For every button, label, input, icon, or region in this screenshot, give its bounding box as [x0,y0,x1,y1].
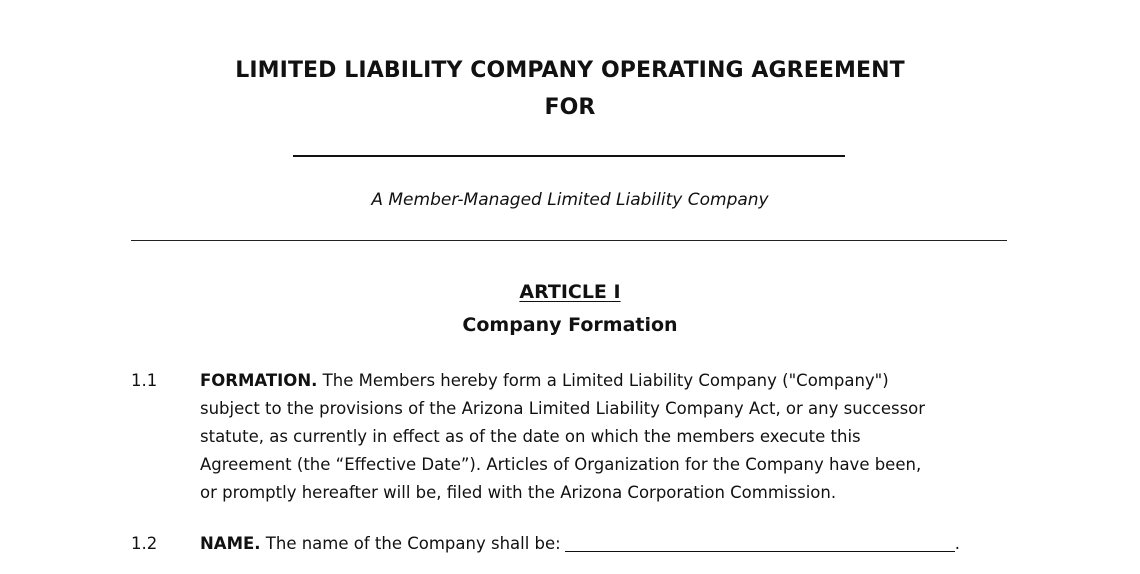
article-number-text: ARTICLE I [519,281,621,303]
article-number [0,281,1140,303]
article-title: Company Formation [462,314,678,336]
section-line-1 [200,367,1011,395]
section-heading: NAME. [200,534,261,553]
document-title-line-2: FOR [544,95,596,120]
section-end-punctuation: . [954,534,960,553]
section-heading: FORMATION. [200,371,318,390]
section-line-5: or promptly hereafter will be, filed with the Arizona Corporation Commission. [200,483,837,502]
section-line-3: statute, as currently in effect as of the date on which the members execute this [200,427,861,446]
section-line-4: Agreement (the “Effective Date”). Articles of Organization for the Company have been, [200,455,922,474]
section-body [200,530,1011,558]
section-number: 1.2 [131,534,158,553]
section-number: 1.1 [131,371,158,390]
section-text: The Members hereby form a Limited Liability Company ("Company") [317,371,889,390]
section-text: The name of the Company shall be: [260,534,561,553]
section-body [200,367,1011,507]
section-line-1 [200,530,1011,558]
document-subtitle: A Member-Managed Limited Liability Company [371,190,769,210]
company-name-blank-line [293,155,845,157]
section-line-2: subject to the provisions of the Arizona Limited Liability Company Act, or any successor [200,399,926,418]
section-divider [131,240,1007,241]
document-title-line-1: LIMITED LIABILITY COMPANY OPERATING AGREEMENT [235,58,905,83]
name-fill-in-blank[interactable] [565,533,955,552]
